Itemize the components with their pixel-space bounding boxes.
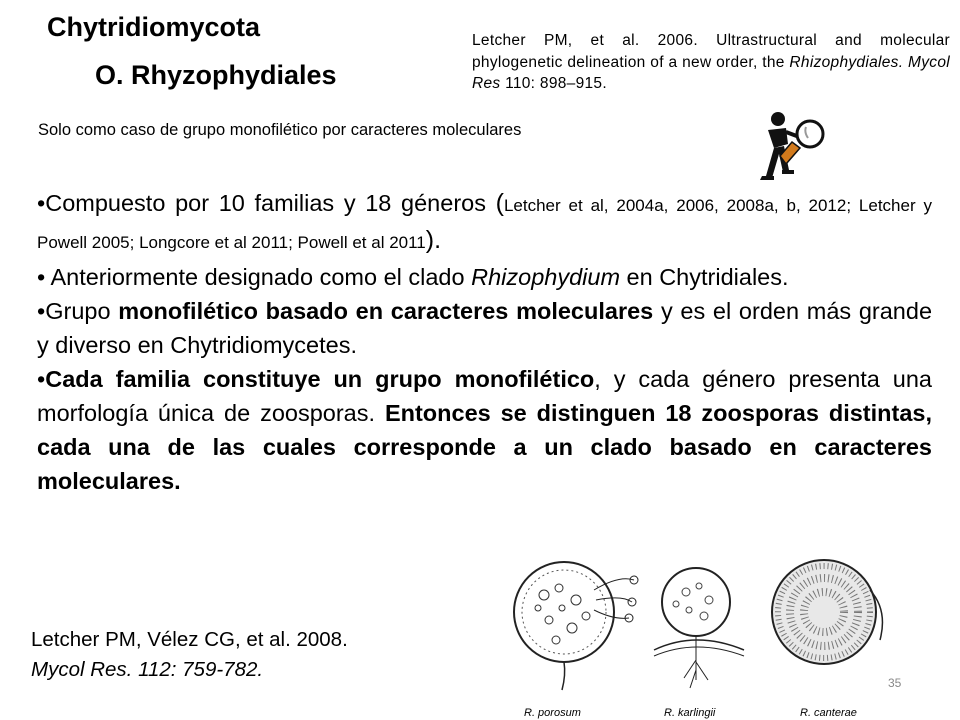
bullet-item	[37, 362, 932, 498]
intro-text: Solo como caso de grupo monofilético por caracteres moleculares	[38, 121, 522, 139]
zoospore-illustration	[504, 550, 924, 720]
bullet-marker: •	[37, 190, 46, 216]
caption-r-canterae: R. canterae	[800, 707, 857, 719]
bullet-item	[37, 294, 932, 362]
reference-bottom-line2: Mycol Res. 112: 759-782.	[31, 658, 264, 681]
bullet-item	[37, 260, 932, 294]
bullet-text: y es el orden más grande y diverso en Chytridiomycetes.	[37, 298, 933, 358]
bullet-italic: Rhizophydium	[471, 264, 621, 290]
reference-top-text: Letcher PM, et al. 2006. Ultrastructural and molecular phylogenetic delineation of a new order, the	[472, 32, 950, 71]
bullet-marker: •	[37, 298, 46, 324]
bullet-text: Anteriormente designado como el clado	[45, 264, 472, 290]
reference-top-italic: Rhizophydiales. Mycol Res	[472, 53, 950, 92]
bullet-bold: Entonces se distinguen 18 zoosporas distintas, cada una de las cuales corresponde a un clado basado en caracteres moleculares.	[37, 400, 932, 494]
reference-bottom-line1: Letcher PM, Vélez CG, et al. 2008.	[31, 628, 348, 651]
reference-top	[472, 30, 950, 95]
caption-r-karlingii: R. karlingii	[664, 707, 716, 719]
bullet-bold: monofilético basado en caracteres moleculares	[118, 298, 654, 324]
r-canterae-drawing	[772, 560, 882, 664]
bullet-text: , y cada género presenta una morfología única de zoosporas.	[37, 366, 932, 426]
slide-subtitle: O. Rhyzophydiales	[95, 60, 337, 90]
magnifier-figure-icon	[752, 108, 834, 190]
slide-title: Chytridiomycota	[47, 12, 261, 42]
bullet-refs: Letcher et al, 2004a, 2006, 2008a, b, 2012; Letcher y Powell 2005; Longcore et al 2011; Powell et al 2011	[37, 196, 932, 252]
bullet-list	[37, 186, 932, 498]
bullet-text: Compuesto por 10 familias y 18 géneros	[45, 190, 496, 216]
bullet-item	[37, 186, 932, 260]
page-number: 35	[888, 676, 902, 690]
bullet-marker: •	[37, 366, 46, 392]
caption-r-porosum: R. porosum	[524, 707, 581, 719]
bullet-bold: Cada familia constituye un grupo monofilético	[45, 366, 595, 392]
paren-open: (	[495, 189, 504, 217]
reference-bottom	[31, 625, 348, 685]
bullet-marker: •	[37, 264, 46, 290]
r-porosum-drawing	[514, 562, 638, 690]
reference-top-tail: 110: 898–915.	[500, 75, 607, 92]
bullet-text: en Chytridiales.	[620, 264, 789, 290]
r-karlingii-drawing	[654, 568, 744, 688]
bullet-text: Grupo	[45, 298, 119, 324]
paren-close: ).	[425, 226, 442, 254]
